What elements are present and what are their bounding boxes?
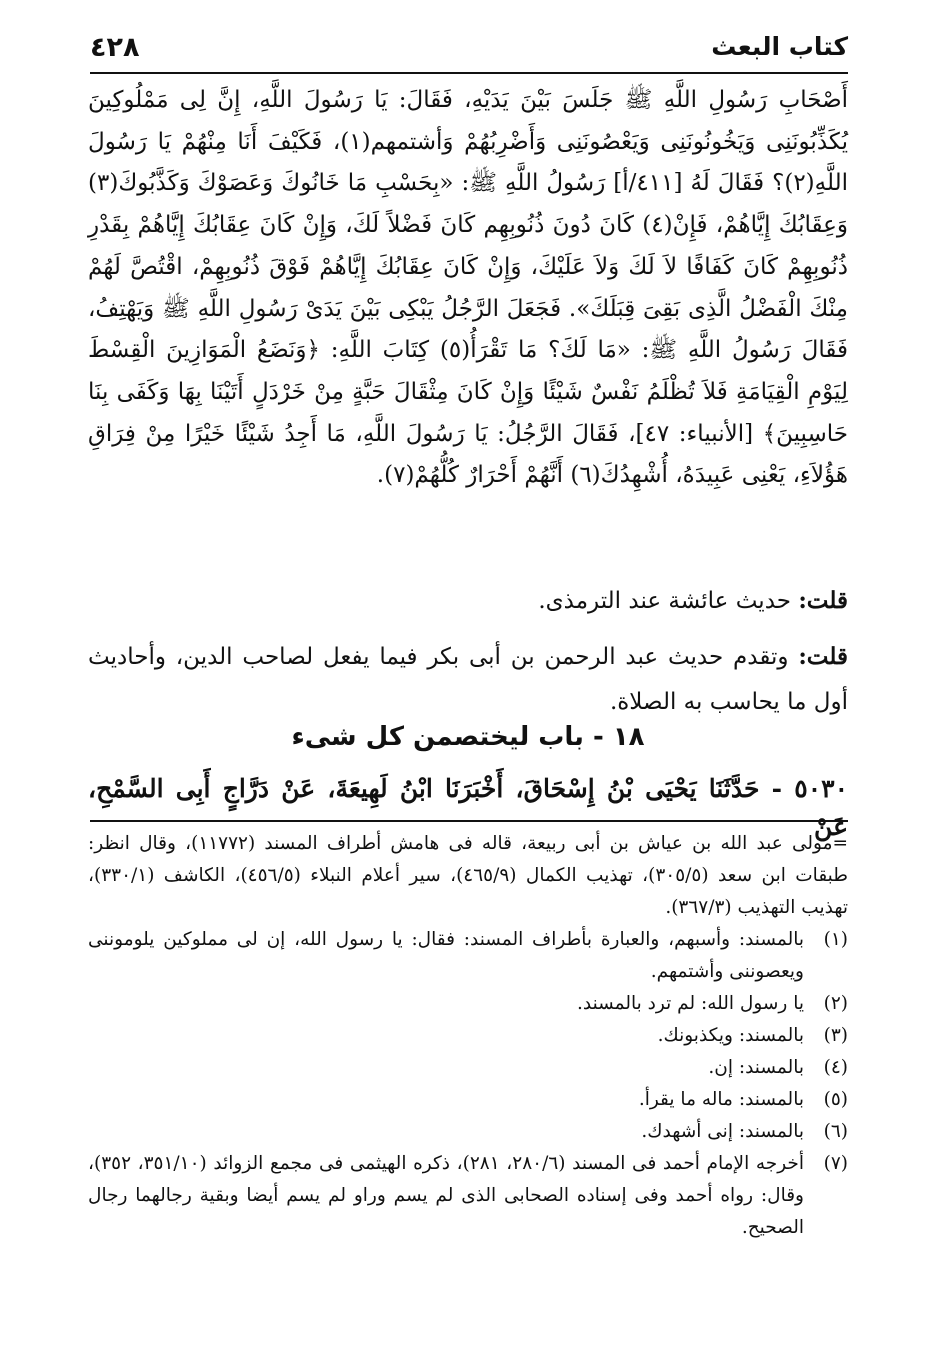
note-label: قلت:	[798, 643, 848, 670]
note-text: وتقدم حديث عبد الرحمن بن أبى بكر فيما يفعل لصاحب الدين، وأحاديث أول ما يحاسب به الصلاة.	[88, 644, 848, 715]
note-label: قلت:	[798, 587, 848, 614]
footnote-text: أخرجه الإمام أحمد فى المسند (٢٨٠/٦، ٢٨١)، ذكره الهيثمى فى مجمع الزوائد (٣٥١/١٠، ٣٥٢)، وقال: رواه أحمد وفى إسناده الصحابى الذى لم يسم وراو لم يسم أيضا وبقية رجالهما رجال الصحيح.	[88, 1153, 804, 1238]
footnote-text: بالمسند: إنى أشهدك.	[641, 1121, 804, 1142]
footnote	[88, 1116, 848, 1148]
editor-note	[88, 634, 848, 725]
footnote-number: (٣)	[823, 1025, 848, 1046]
page-header	[90, 30, 848, 74]
footnote	[88, 1020, 848, 1052]
page-number: ٤٢٨	[90, 32, 140, 63]
footnote	[88, 924, 848, 988]
footnote-continuation: =مولى عبد الله بن عياش بن أبى ربيعة، قاله فى هامش أطراف المسند (١١٧٧٢)، وقال انظر: طبقات ابن سعد (٣٠٥/٥)، تهذيب الكمال (٤٦٥/٩)، سير أعلام النبلاء (٤٥٦/٥)، الكاشف (٣٣٠/١)، تهذيب التهذيب (٣٦٧/٣).	[88, 833, 848, 918]
hadith-body	[88, 80, 848, 497]
footnote-number: (١)	[823, 929, 848, 950]
footnote	[88, 1052, 848, 1084]
footnote	[88, 1084, 848, 1116]
footnote-text: بالمسند: وأسبهم، والعبارة بأطراف المسند: فقال: يا رسول الله، إن لى مملوكين يلوموننى ويعصوننى وأشتمهم.	[88, 929, 804, 982]
footnote-number: (٥)	[823, 1089, 848, 1110]
note-text: حديث عائشة عند الترمذى.	[538, 588, 791, 614]
chapter-heading: ١٨ - باب ليختصمن كل شىء	[291, 722, 645, 752]
footnote-text: بالمسند: ويكذبونك.	[657, 1025, 804, 1046]
footnote-text: يا رسول الله: لم ترد بالمسند.	[576, 993, 804, 1014]
footnote-divider	[90, 820, 848, 822]
editor-notes	[88, 578, 848, 735]
editor-note	[88, 578, 848, 624]
footnote	[88, 988, 848, 1020]
footnote-number: (٧)	[823, 1153, 848, 1174]
hadith-paragraph: أَصْحَابِ رَسُولِ اللَّهِ ﷺ جَلَسَ بَيْنَ يَدَيْهِ، فَقَالَ: يَا رَسُولَ اللَّهِ، إِنَّ لِى مَمْلُوكِينَ يُكَذِّبُونَنِى وَيَخُونُونَنِى وَيَعْصُونَنِى وَأَضْرِبُهُمْ وَأشتمهم(١)، فَكَيْفَ أَنَا مِنْهُمْ يَا رَسُولَ اللَّهِ(٢)؟ فَقَالَ لَهُ [٤١١/أ] رَسُولُ اللَّهِ ﷺ: «بِحَسْبِ مَا خَانُوكَ وَعَصَوْكَ وَكَذَّبُوكَ(٣) وَعِقَابُكَ إِيَّاهُمْ، فَإِنْ(٤) كَانَ دُونَ ذُنُوبِهِم كَانَ فَضْلاً لَكَ، وَإِنْ كَانَ عِقَابُكَ إِيَّاهُمْ بِقَدْرِ ذُنُوبِهِمْ كَانَ كَفَافًا لاَ لَكَ وَلاَ عَلَيْكَ، وَإِنْ كَانَ عِقَابُكَ إِيَّاهُمْ فَوْقَ ذُنُوبِهِمْ، اقْتُصَّ لَهُمْ مِنْكَ الْفَضْلُ الَّذِى بَقِىَ قِبَلَكَ». فَجَعَلَ الرَّجُلُ يَبْكِى بَيْنَ يَدَىْ رَسُولِ اللَّهِ ﷺ وَيَهْتِفُ، فَقَالَ رَسُولُ اللَّهِ ﷺ: «مَا لَكَ؟ مَا تَقْرَأُ(٥) كِتَابَ اللَّهِ: ﴿وَنَضَعُ الْمَوَازِينَ الْقِسْطَ لِيَوْمِ الْقِيَامَةِ فَلاَ تُظْلَمُ نَفْسٌ شَيْئًا وَإِنْ كَانَ مِثْقَالَ حَبَّةٍ مِنْ خَرْدَلٍ أَتَيْنَا بِهَا وَكَفَى بِنَا حَاسِبِينَ﴾ [الأنبياء: ٤٧]، فَقَالَ الرَّجُلُ: يَا رَسُولَ اللَّهِ، مَا أَجِدُ شَيْئًا خَيْرًا مِنْ فِرَاقِ هَؤُلاَءِ، يَعْنِى عَبِيدَهُ، أُشْهِدُكَ(٦) أَنَّهُمْ أَحْرَارٌ كُلُّهُمْ(٧).	[88, 87, 849, 489]
footnote-number: (٢)	[823, 993, 848, 1014]
footnote-number: (٤)	[823, 1057, 848, 1078]
footnotes	[88, 828, 848, 1244]
hadith-opening: ٥٠٣٠ - حَدَّثَنَا يَحْيَى بْنُ إِسْحَاقَ، أَخْبَرَنَا ابْنُ لَهِيعَةَ، عَنْ دَرَّاجٍ أَبِى السَّمْحِ، عَنْ	[88, 774, 848, 841]
footnote-text: بالمسند: ماله ما يقرأ.	[638, 1089, 804, 1110]
running-title: كتاب البعث	[711, 32, 848, 61]
footnote	[88, 1148, 848, 1244]
footnote-number: (٦)	[823, 1121, 848, 1142]
footnote-text: بالمسند: إن.	[708, 1057, 804, 1078]
